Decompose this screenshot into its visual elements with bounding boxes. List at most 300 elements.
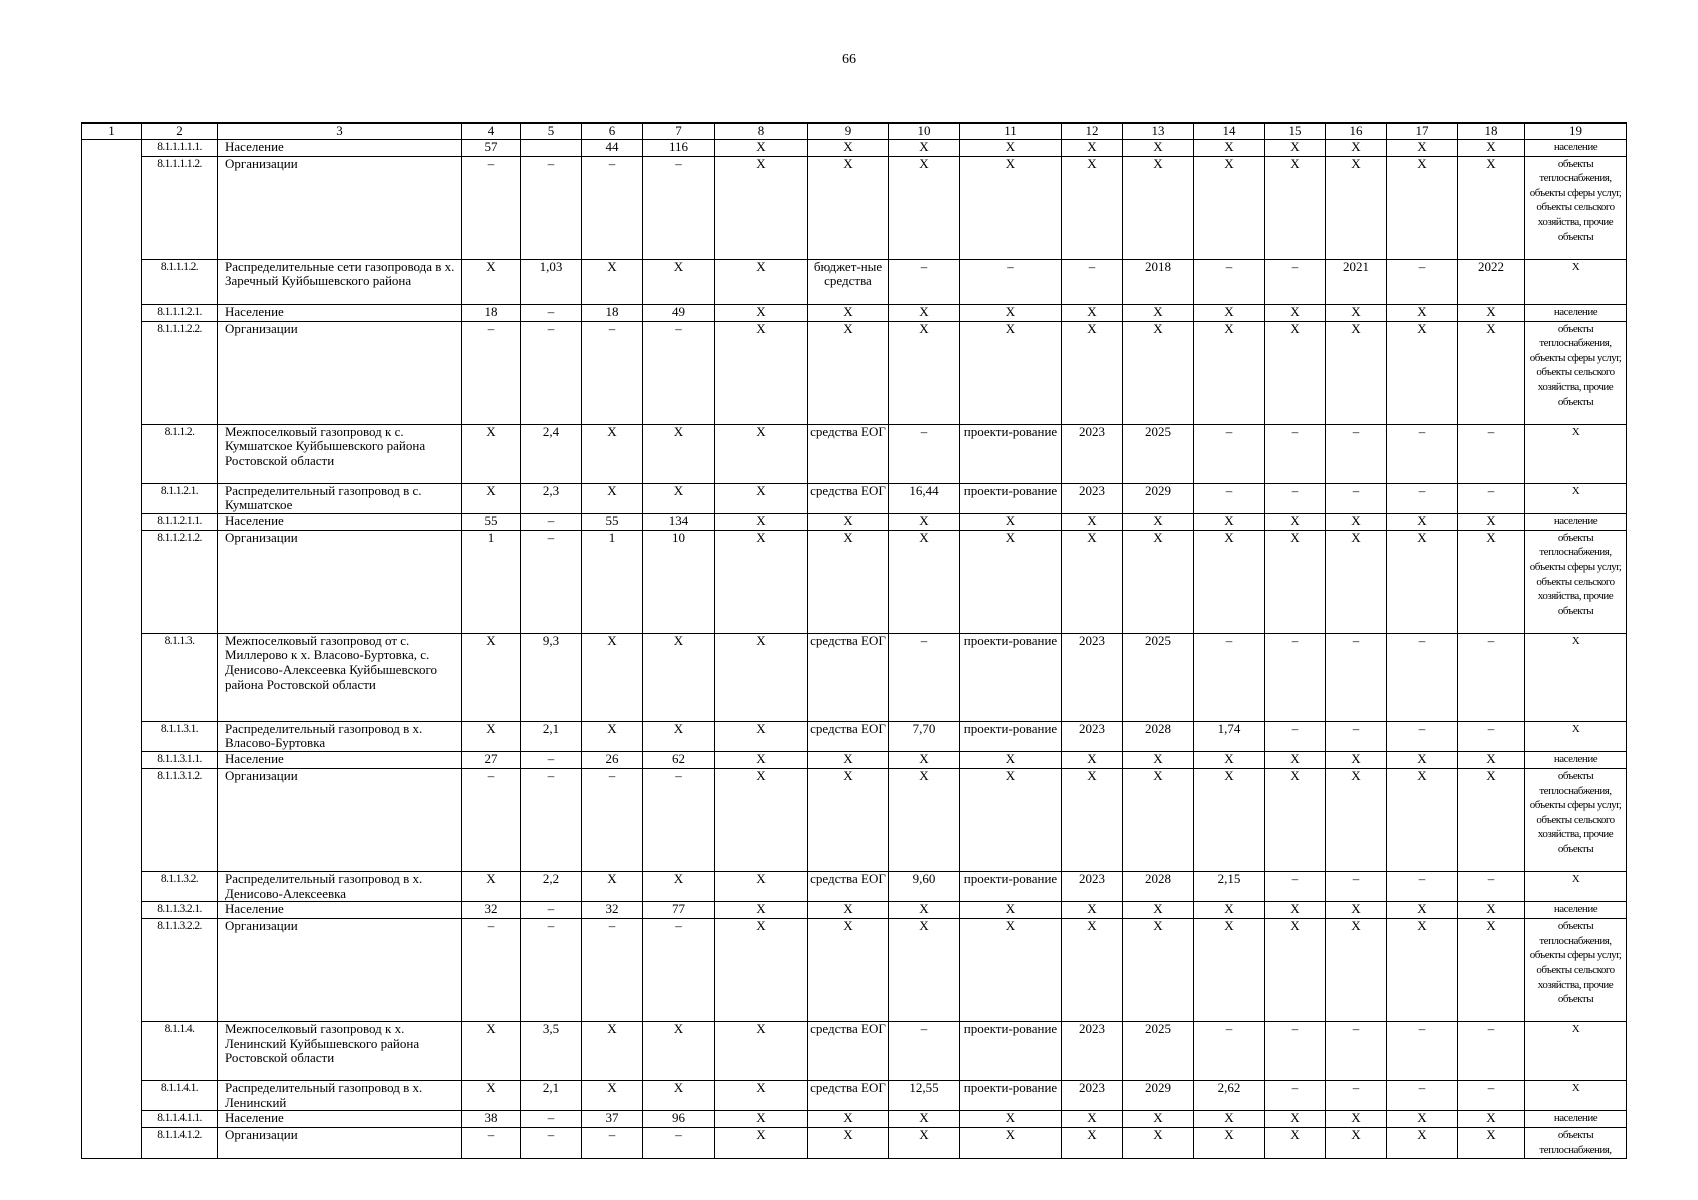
table-cell: 10 (643, 530, 715, 633)
table-cell: Х (1326, 1111, 1387, 1128)
table-cell: средства ЕОГ (808, 633, 889, 721)
table-cell: 9,3 (521, 633, 582, 721)
table-cell: – (1194, 483, 1265, 513)
table-cell: – (1265, 633, 1326, 721)
table-cell: Х (1194, 513, 1265, 530)
table-cell: Х (715, 483, 808, 513)
table-cell: 32 (582, 902, 643, 919)
table-cell: Х (1123, 768, 1194, 871)
table-cell: Х (1123, 1111, 1194, 1128)
table-cell: Х (1387, 1111, 1458, 1128)
table-cell: – (1458, 424, 1525, 483)
table-row (82, 424, 1627, 483)
table-cell: Х (715, 768, 808, 871)
table-cell: Х (1123, 902, 1194, 919)
row-number-cell: 8.1.1.3.2. (142, 871, 218, 901)
table-cell: – (1326, 1022, 1387, 1081)
table-cell: Х (960, 902, 1062, 919)
table-cell: Х (1062, 1128, 1123, 1158)
table-cell: население (1525, 139, 1627, 156)
table-cell: – (1387, 871, 1458, 901)
row-number-cell: 8.1.1.2.1.2. (142, 530, 218, 633)
table-cell: – (521, 156, 582, 259)
header-cell: 12 (1062, 123, 1123, 139)
header-cell: 19 (1525, 123, 1627, 139)
table-cell: Х (1326, 919, 1387, 1022)
table-cell: Х (889, 513, 960, 530)
table-cell: – (1458, 1022, 1525, 1081)
header-cell: 6 (582, 123, 643, 139)
table-cell: Х (1387, 304, 1458, 321)
table-cell: Х (1525, 871, 1627, 901)
table-cell: проекти-рование (960, 871, 1062, 901)
table-cell: Х (1525, 483, 1627, 513)
table-cell: Х (1194, 304, 1265, 321)
table-cell: средства ЕОГ (808, 1081, 889, 1111)
table-cell: Х (889, 1128, 960, 1158)
table-cell: – (1194, 424, 1265, 483)
row-name-cell: Организации (218, 321, 462, 424)
table-cell: Х (808, 902, 889, 919)
table-cell: Х (1265, 1128, 1326, 1158)
table-row (82, 321, 1627, 424)
table-cell: объекты теплоснабжения, объекты сферы услуг, объекты сельского хозяйства, прочие объекты (1525, 156, 1627, 259)
table-row (82, 513, 1627, 530)
table-cell: население (1525, 513, 1627, 530)
table-cell: Х (889, 902, 960, 919)
row-name-cell: Организации (218, 156, 462, 259)
table-cell: Х (808, 919, 889, 1022)
table-cell: Х (715, 1111, 808, 1128)
table-cell: Х (960, 1111, 1062, 1128)
table-cell: Х (1265, 768, 1326, 871)
table-cell: Х (462, 1022, 521, 1081)
table-cell: – (521, 902, 582, 919)
table-cell: Х (889, 919, 960, 1022)
row-number-cell: 8.1.1.1.1.1. (142, 139, 218, 156)
table-cell: Х (643, 1022, 715, 1081)
row-name-cell: Организации (218, 919, 462, 1022)
row-name-cell: Межпоселковый газопровод к х. Ленинский Куйбышевского района Ростовской области (218, 1022, 462, 1081)
table-cell: Х (1387, 156, 1458, 259)
table-cell: 1,74 (1194, 721, 1265, 751)
table-cell: Х (889, 751, 960, 768)
table-cell: Х (1265, 321, 1326, 424)
header-cell: 14 (1194, 123, 1265, 139)
table-cell: – (889, 1022, 960, 1081)
table-cell: объекты теплоснабжения, объекты сферы услуг, объекты сельского хозяйства, прочие объекты (1525, 321, 1627, 424)
table-cell: Х (1458, 768, 1525, 871)
table-cell: Х (808, 304, 889, 321)
table-cell: – (1458, 633, 1525, 721)
table-cell: проекти-рование (960, 633, 1062, 721)
table-cell: 62 (643, 751, 715, 768)
table-cell: Х (715, 259, 808, 304)
table-cell: – (582, 321, 643, 424)
table-cell: – (1387, 483, 1458, 513)
row-name-cell: Распределительный газопровод в х. Власово-Буртовка (218, 721, 462, 751)
table-cell: Х (582, 1022, 643, 1081)
table-cell: – (1265, 871, 1326, 901)
table-cell: 116 (643, 139, 715, 156)
table-cell: Х (1194, 1111, 1265, 1128)
row-name-cell: Распределительный газопровод в с. Кумшатское (218, 483, 462, 513)
table-cell: Х (1062, 768, 1123, 871)
table-cell: Х (715, 902, 808, 919)
table-cell: – (1326, 424, 1387, 483)
table-cell: Х (1525, 424, 1627, 483)
row-number-cell: 8.1.1.1.2. (142, 259, 218, 304)
table-cell: Х (1458, 919, 1525, 1022)
table-cell: объекты теплоснабжения, объекты сферы услуг, объекты сельского хозяйства, прочие объекты (1525, 919, 1627, 1022)
table-cell: – (521, 513, 582, 530)
header-cell: 5 (521, 123, 582, 139)
table-cell: – (1387, 721, 1458, 751)
table-cell: 2,15 (1194, 871, 1265, 901)
table-cell: Х (1265, 902, 1326, 919)
table-cell: – (1387, 424, 1458, 483)
table-cell: – (521, 530, 582, 633)
table-cell: – (1387, 259, 1458, 304)
table-cell: – (521, 768, 582, 871)
table-cell: Х (1265, 513, 1326, 530)
table-cell: Х (715, 513, 808, 530)
table-cell: Х (715, 871, 808, 901)
table-cell: население (1525, 902, 1627, 919)
row-number-cell: 8.1.1.3.1.2. (142, 768, 218, 871)
table-row (82, 768, 1627, 871)
table-cell: Х (1265, 139, 1326, 156)
table-cell: 55 (462, 513, 521, 530)
table-cell: 18 (582, 304, 643, 321)
table-cell: 38 (462, 1111, 521, 1128)
table-cell: 3,5 (521, 1022, 582, 1081)
table-cell: 2,4 (521, 424, 582, 483)
table-cell: население (1525, 304, 1627, 321)
table-cell: – (1326, 721, 1387, 751)
table-cell: Х (582, 1081, 643, 1111)
table-cell: – (643, 156, 715, 259)
table-cell: – (1458, 1081, 1525, 1111)
table-cell: 2023 (1062, 1022, 1123, 1081)
table-cell: Х (1123, 156, 1194, 259)
table-row (82, 1022, 1627, 1081)
table-cell: 1 (582, 530, 643, 633)
table-cell: Х (960, 321, 1062, 424)
table-row (82, 139, 1627, 156)
table-cell: 37 (582, 1111, 643, 1128)
table-cell: Х (960, 1128, 1062, 1158)
table-row (82, 633, 1627, 721)
table-cell: Х (1123, 304, 1194, 321)
row-name-cell: Население (218, 1111, 462, 1128)
table-cell: Х (1525, 259, 1627, 304)
table-cell: 77 (643, 902, 715, 919)
table-cell: – (582, 768, 643, 871)
table-cell: 7,70 (889, 721, 960, 751)
table-cell: Х (582, 424, 643, 483)
table-cell: 2,1 (521, 721, 582, 751)
table-cell: бюджет-ные средства (808, 259, 889, 304)
table-cell: – (1265, 259, 1326, 304)
table-cell: Х (1062, 513, 1123, 530)
table-cell: 9,60 (889, 871, 960, 901)
table-cell: Х (960, 530, 1062, 633)
table-cell: Х (1458, 139, 1525, 156)
table-cell: 57 (462, 139, 521, 156)
table-cell: Х (1458, 156, 1525, 259)
table-cell: Х (643, 871, 715, 901)
table-cell: – (1062, 259, 1123, 304)
table-cell: Х (808, 156, 889, 259)
table-cell: – (643, 768, 715, 871)
table-cell: Х (1525, 633, 1627, 721)
header-cell: 8 (715, 123, 808, 139)
row-name-cell: Распределительный газопровод в х. Ленинский (218, 1081, 462, 1111)
table-cell: Х (889, 139, 960, 156)
table-cell: – (582, 1128, 643, 1158)
table-cell: 2025 (1123, 424, 1194, 483)
table-cell: – (462, 768, 521, 871)
table-cell: Х (462, 259, 521, 304)
row-name-cell: Население (218, 139, 462, 156)
table-cell: Х (889, 304, 960, 321)
table-cell: Х (1458, 1111, 1525, 1128)
table-cell: – (1326, 1081, 1387, 1111)
table-cell: Х (1387, 321, 1458, 424)
row-name-cell: Население (218, 902, 462, 919)
table-cell: Х (1387, 1128, 1458, 1158)
row-number-cell: 8.1.1.3. (142, 633, 218, 721)
table-cell: Х (1194, 139, 1265, 156)
table-cell: – (582, 156, 643, 259)
table-cell: Х (715, 156, 808, 259)
table-cell: – (1387, 1022, 1458, 1081)
row-number-cell: 8.1.1.4.1.2. (142, 1128, 218, 1158)
table-cell: Х (462, 424, 521, 483)
table-cell: Х (715, 530, 808, 633)
table-cell: – (1458, 483, 1525, 513)
header-cell: 17 (1387, 123, 1458, 139)
table-cell: Х (808, 1111, 889, 1128)
table-cell: 2023 (1062, 721, 1123, 751)
header-cell: 1 (82, 123, 142, 139)
table-cell: Х (808, 513, 889, 530)
table-cell: Х (715, 751, 808, 768)
table-cell: Х (1123, 751, 1194, 768)
table-cell: 2025 (1123, 1022, 1194, 1081)
table-cell: Х (808, 768, 889, 871)
table-cell: Х (960, 156, 1062, 259)
table-cell: Х (715, 1128, 808, 1158)
table-cell: проекти-рование (960, 424, 1062, 483)
table-cell: Х (643, 1081, 715, 1111)
table-cell: 2023 (1062, 483, 1123, 513)
table-cell: Х (889, 1111, 960, 1128)
table-cell: Х (1062, 1111, 1123, 1128)
table-cell: проекти-рование (960, 721, 1062, 751)
table-cell: Х (889, 768, 960, 871)
table-cell: 55 (582, 513, 643, 530)
table-cell: Х (1326, 530, 1387, 633)
table-cell: – (1265, 483, 1326, 513)
table-cell: средства ЕОГ (808, 483, 889, 513)
table-cell: Х (1062, 139, 1123, 156)
table-cell: Х (808, 139, 889, 156)
table-cell: 1,03 (521, 259, 582, 304)
row-name-cell: Население (218, 304, 462, 321)
row-name-cell: Распределительный газопровод в х. Денисово-Алексеевка (218, 871, 462, 901)
header-cell: 11 (960, 123, 1062, 139)
table-cell: Х (960, 768, 1062, 871)
table-cell: – (521, 1111, 582, 1128)
table-cell: Х (462, 633, 521, 721)
table-cell: Х (1458, 751, 1525, 768)
table-cell: – (462, 1128, 521, 1158)
table-cell: Х (1194, 902, 1265, 919)
table-cell: Х (1387, 919, 1458, 1022)
table-cell: Х (1062, 919, 1123, 1022)
header-cell: 7 (643, 123, 715, 139)
page-number: 66 (842, 52, 856, 67)
data-table (81, 122, 1627, 1159)
table-cell: Х (1062, 902, 1123, 919)
table-cell: Х (1458, 304, 1525, 321)
header-cell: 13 (1123, 123, 1194, 139)
table-cell: Х (1062, 530, 1123, 633)
table-cell: – (1326, 633, 1387, 721)
table-cell: – (521, 919, 582, 1022)
table-cell: – (1265, 424, 1326, 483)
table-cell: 2023 (1062, 633, 1123, 721)
header-cell: 2 (142, 123, 218, 139)
table-cell: – (1458, 871, 1525, 901)
table-cell: – (521, 751, 582, 768)
row-number-cell: 8.1.1.4.1. (142, 1081, 218, 1111)
table-cell: Х (1265, 919, 1326, 1022)
table-cell: Х (1123, 321, 1194, 424)
table-cell: проекти-рование (960, 483, 1062, 513)
table-cell: Х (715, 321, 808, 424)
table-cell: – (889, 424, 960, 483)
table-cell: Х (1062, 156, 1123, 259)
table-cell: Х (715, 721, 808, 751)
table-cell: Х (1194, 751, 1265, 768)
table-cell: Х (1326, 1128, 1387, 1158)
table-cell: 2022 (1458, 259, 1525, 304)
table-cell: проекти-рование (960, 1081, 1062, 1111)
table-cell: – (521, 1128, 582, 1158)
table-row (82, 871, 1627, 901)
table-cell: 32 (462, 902, 521, 919)
table-cell: Х (582, 633, 643, 721)
table-row (82, 721, 1627, 751)
table-cell: Х (1525, 1022, 1627, 1081)
table-cell: – (1387, 633, 1458, 721)
table-cell: Х (960, 513, 1062, 530)
table-cell: 18 (462, 304, 521, 321)
table-cell: Х (1123, 1128, 1194, 1158)
table-cell: Х (643, 633, 715, 721)
table-cell: – (462, 919, 521, 1022)
table-cell: средства ЕОГ (808, 721, 889, 751)
header-cell: 4 (462, 123, 521, 139)
table-cell: Х (808, 1128, 889, 1158)
table-cell: средства ЕОГ (808, 871, 889, 901)
row-number-cell: 8.1.1.2.1.1. (142, 513, 218, 530)
table-row (82, 919, 1627, 1022)
table-body (82, 123, 1627, 1158)
table-cell: Х (643, 424, 715, 483)
table-cell: 44 (582, 139, 643, 156)
table-cell: – (521, 304, 582, 321)
table-cell: 2028 (1123, 871, 1194, 901)
table-cell: Х (889, 530, 960, 633)
table-cell: Х (808, 321, 889, 424)
table-cell: Х (1387, 139, 1458, 156)
table-cell: Х (1387, 751, 1458, 768)
table-cell: Х (1326, 304, 1387, 321)
table-cell: – (1265, 1022, 1326, 1081)
table-cell: Х (1265, 751, 1326, 768)
table-cell: Х (715, 1081, 808, 1111)
row-number-cell: 8.1.1.3.2.2. (142, 919, 218, 1022)
table-cell: – (1194, 633, 1265, 721)
table-cell: – (1194, 1022, 1265, 1081)
table-row (82, 156, 1627, 259)
table-cell: Х (1123, 530, 1194, 633)
table-cell: Х (1194, 919, 1265, 1022)
table-cell: – (1265, 721, 1326, 751)
table-cell: – (1326, 871, 1387, 901)
row-name-cell: Межпоселковый газопровод к с. Кумшатское Куйбышевского района Ростовской области (218, 424, 462, 483)
table-cell: объекты теплоснабжения, (1525, 1128, 1627, 1158)
table-cell: Х (960, 139, 1062, 156)
table-cell: – (521, 321, 582, 424)
row-number-cell: 8.1.1.1.1.2. (142, 156, 218, 259)
row-name-cell: Организации (218, 768, 462, 871)
row-number-cell: 8.1.1.4. (142, 1022, 218, 1081)
header-row (82, 123, 1627, 139)
table-cell: Х (1326, 751, 1387, 768)
table-cell: Х (889, 321, 960, 424)
table-cell: Х (1326, 321, 1387, 424)
table-cell: Х (960, 919, 1062, 1022)
table-cell: Х (1458, 1128, 1525, 1158)
table-cell: Х (1265, 304, 1326, 321)
table-cell: Х (1458, 513, 1525, 530)
table-cell: проекти-рование (960, 1022, 1062, 1081)
column-1-cell (82, 139, 142, 1158)
header-cell: 10 (889, 123, 960, 139)
table-cell: Х (1265, 156, 1326, 259)
table-cell: Х (715, 304, 808, 321)
table-cell: Х (808, 751, 889, 768)
table-cell: Х (715, 424, 808, 483)
table-cell: Х (808, 530, 889, 633)
table-row (82, 1081, 1627, 1111)
table-cell: Х (715, 139, 808, 156)
row-name-cell: Распределительные сети газопровода в х. Заречный Куйбышевского района (218, 259, 462, 304)
table-cell: Х (1123, 919, 1194, 1022)
table-cell: 2025 (1123, 633, 1194, 721)
table-row (82, 751, 1627, 768)
table-cell: Х (1458, 321, 1525, 424)
table-cell: Х (462, 721, 521, 751)
table-cell: Х (1123, 139, 1194, 156)
row-name-cell: Межпоселковый газопровод от с. Миллерово к х. Власово-Буртовка, с. Денисово-Алексеевка Куйбышевского района Ростовской области (218, 633, 462, 721)
table-row (82, 530, 1627, 633)
